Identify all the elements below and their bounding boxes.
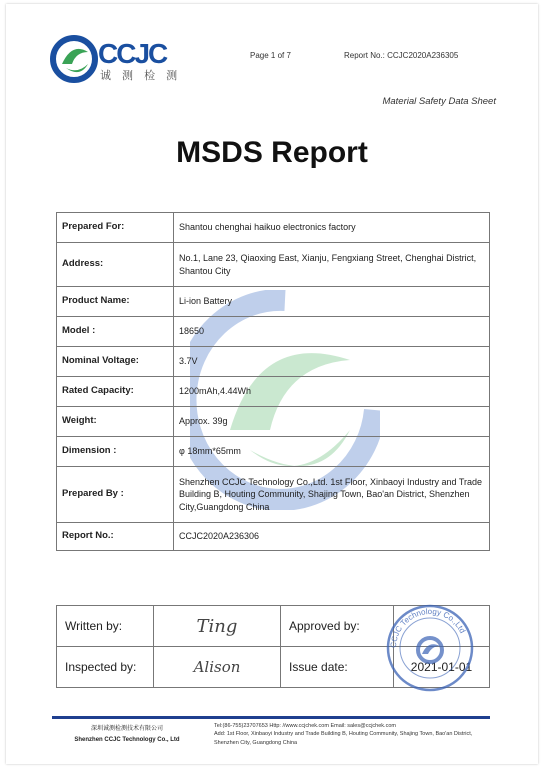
prepared-for-label: Prepared For: [57,213,174,243]
written-by-signature: Ting [154,606,281,647]
footer-contact [214,722,494,747]
page-number: Page 1 of 7 [250,51,291,60]
table-row [57,287,490,317]
prepared-by-value: Shenzhen CCJC Technology Co.,Ltd. 1st Floor, Xinbaoyi Industry and Trade Building B, Houting Community, Shajing Town, Bao'an District, Shenzhen City,Guangdong China [174,467,490,523]
issue-date-label: Issue date: [281,647,394,688]
product-name-label: Product Name: [57,287,174,317]
table-row [57,377,490,407]
logo-text: CCJC [98,38,167,69]
table-row [57,437,490,467]
model-label: Model : [57,317,174,347]
address-value: No.1, Lane 23, Qiaoxing East, Xianju, Fengxiang Street, Chenghai District, Shantou City [174,243,490,287]
approved-by-label: Approved by: [281,606,394,647]
table-row [57,213,490,243]
footer-address: Add: 1st Floor, Xinbaoyi Industry and Trade Building B, Houting Community, Shajing Town, Bao'an District, Shenzhen City, Guangdong China [214,731,473,746]
weight-label: Weight: [57,407,174,437]
address-label: Address: [57,243,174,287]
page-title: MSDS Report [176,136,368,169]
table-row [57,317,490,347]
report-no-value: CCJC2020A236306 [174,523,490,551]
dimension-value: φ 18mm*65mm [174,437,490,467]
footer-company [52,724,202,747]
table-row [57,467,490,523]
weight-value: Approx. 39g [174,407,490,437]
seal-text: CCJC Technology Co.,Ltd [388,606,468,649]
rated-capacity-label: Rated Capacity: [57,377,174,407]
written-by-label: Written by: [57,606,154,647]
prepared-for-value: Shantou chenghai haikuo electronics factory [174,213,490,243]
document-subtitle: Material Safety Data Sheet [382,96,496,107]
report-no-label: Report No.: [57,523,174,551]
table-row [57,243,490,287]
inspected-by-signature: Alison [154,647,281,688]
rated-capacity-value: 1200mAh,4.44Wh [174,377,490,407]
logo-subtitle: 诚 测 检 测 [100,70,182,82]
footer-divider [52,716,490,719]
dimension-label: Dimension : [57,437,174,467]
nominal-voltage-label: Nominal Voltage: [57,347,174,377]
issue-date-value: 2021-01-01 [394,647,490,688]
table-row [57,347,490,377]
company-seal-icon [382,602,478,694]
info-table [56,212,490,551]
product-name-value: Li-ion Battery [174,287,490,317]
model-value: 18650 [174,317,490,347]
nominal-voltage-value: 3.7V [174,347,490,377]
prepared-by-label: Prepared By : [57,467,174,523]
table-row [57,407,490,437]
footer-company-cn: 深圳诚测检测技术有限公司 [90,726,163,732]
inspected-by-label: Inspected by: [57,647,154,688]
header-report-number: Report No.: CCJC2020A236305 [344,51,459,60]
table-row [57,523,490,551]
footer-contact-line: Tel:(86-755)23707653 Http: //www.ccjchek.com Email: sales@ccjchek.com [214,723,396,729]
footer-company-en: Shenzhen CCJC Technology Co., Ltd [74,737,180,744]
